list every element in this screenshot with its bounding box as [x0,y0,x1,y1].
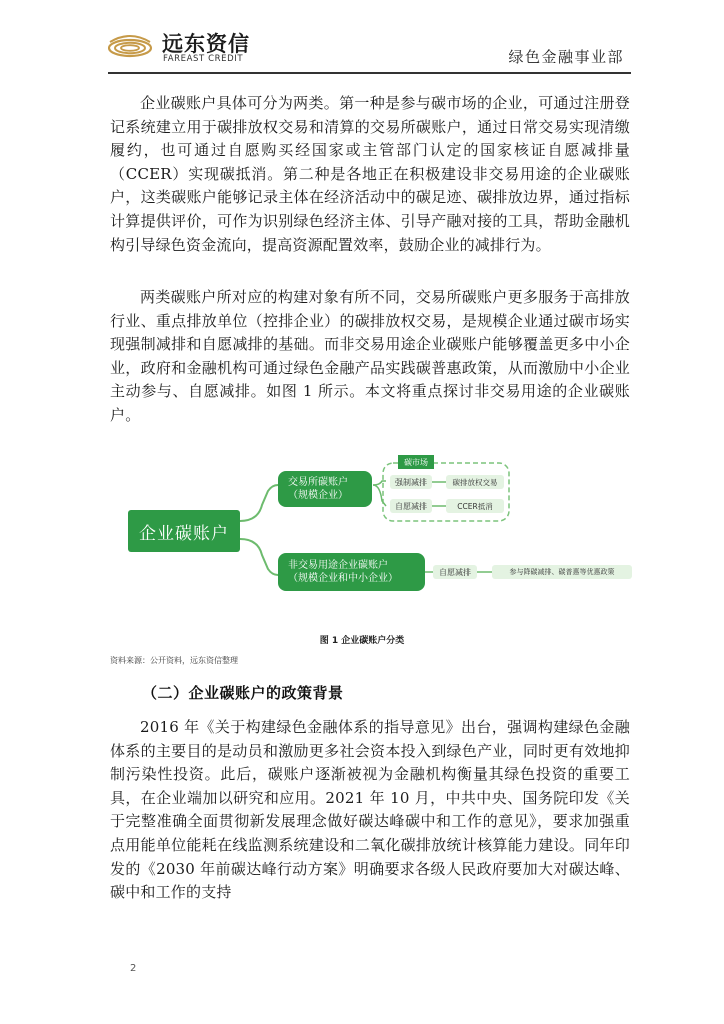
connector-root-branch2 [240,539,278,575]
page-number: 2 [130,963,137,974]
non-exchange-account-label: 非交易用途企业碳账户 [288,560,388,571]
voluntary-reduction-2-label: 自愿减排 [439,567,471,577]
carbon-market-label: 碳市场 [404,457,428,467]
logo-mark-icon [108,28,154,68]
figure-caption: 图 1 企业碳账户分类 [319,636,405,646]
logo-chinese-name: 远东资信 [162,32,250,56]
non-exchange-account-sub: （规模企业和中小企业） [288,573,398,584]
paragraph-account-targets: 两类碳账户所对应的构建对象有所不同，交易所碳账户更多服务于高排放行业、重点排放单位（控排企业）的碳排放权交易，是规模企业通过碳市场实现强制减排和自愿减排的基础。而非交易用途企业碳账户能够覆盖更多中小企业，政府和金融机构可通过绿色金融产品实践碳普惠政策，从而激励中小企业主动参与、自愿减排。如图 1 所示。本文将重点探讨非交易用途的企业碳账户。 [110,288,630,424]
connector-branch1-mandatory [373,481,386,485]
preferential-policy-label: 参与降碳减排、碳普惠等优惠政策 [509,568,615,576]
non-exchange-account-node [278,553,425,591]
root-label: 企业碳账户 [139,523,229,544]
carbon-account-diagram [128,445,633,625]
emission-trading-label: 碳排放权交易 [452,477,498,487]
ccer-offset-label: CCER抵消 [457,501,493,511]
mandatory-reduction-node [390,475,432,489]
connector-branch1-voluntary [373,485,386,506]
exchange-account-label: 交易所碳账户 [288,477,348,488]
voluntary-reduction-node [390,499,432,513]
carbon-market-tag [398,455,434,469]
data-source-note: 资料来源：公开资料，远东资信整理 [110,656,238,665]
page-header [0,0,724,80]
section-heading: （二）企业碳账户的政策背景 [142,684,344,702]
voluntary-reduction-label: 自愿减排 [395,501,427,511]
paragraph-account-types: 企业碳账户具体可分为两类。第一种是参与碳市场的企业，可通过注册登记系统建立用于碳排放权交易和清算的交易所碳账户，通过日常交易实现清缴履约，也可通过自愿购买经国家或主管部门认定的国家核证自愿减排量（CCER）实现碳抵消。第二种是各地正在积极建设非交易用途的企业碳账户，这类碳账户能够记录主体在经济活动中的碳足迹、碳排放边界，通过指标计算提供评价，可作为识别绿色经济主体、引导产融对接的工具，帮助金融机构引导绿色资金流向，提高资源配置效率，鼓励企业的减排行为。 [110,94,630,254]
preferential-policy-node [492,565,632,579]
department-name: 绿色金融事业部 [508,48,624,66]
voluntary-reduction-2-node [433,565,477,579]
logo-english-name: FAREAST CREDIT [163,54,244,64]
company-logo [108,28,258,68]
emission-trading-node [446,475,504,489]
paragraph-policy-background: 2016 年《关于构建绿色金融体系的指导意见》出台，强调构建绿色金融体系的主要目的是动员和激励更多社会资本投入到绿色产业，同时更有效地抑制污染性投资。此后，碳账户逐渐被视为金融机构衡量其绿色投资的重要工具，在企业端加以研究和应用。2021 年 10 月，中共中央、国务院印发《关于完整准确全面贯彻新发展理念做好碳达峰碳中和工作的意见》，要求加强重点用能单位能耗在线监测系统建设和二氧化碳排放统计核算能力建设。同年印发的《2030 年前碳达峰行动方案》明确要求各级人民政府要加大对碳达峰、碳中和工作的支持 [110,718,630,902]
exchange-account-node [278,471,372,507]
exchange-account-sub: （规模企业） [288,490,348,501]
ccer-offset-node [446,499,504,513]
diagram-root-node [128,510,240,552]
header-divider [108,72,631,74]
connector-root-branch1 [240,485,278,521]
mandatory-reduction-label: 强制减排 [395,477,427,487]
